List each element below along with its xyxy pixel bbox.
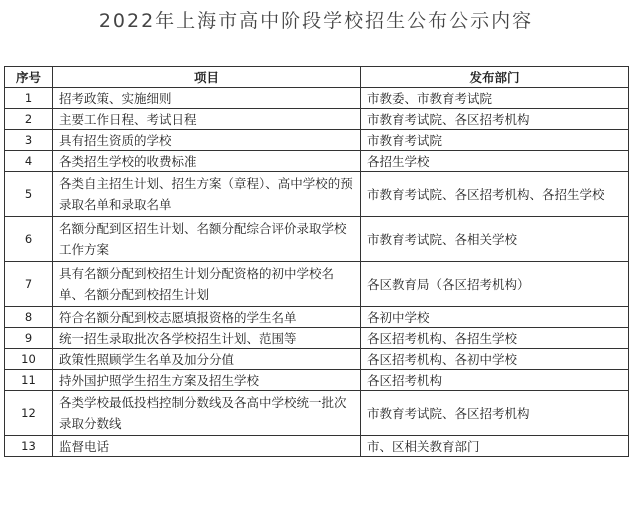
row-item: 主要工作日程、考试日程 [53, 109, 361, 130]
table-row [5, 109, 629, 130]
row-number: 1 [5, 88, 53, 109]
row-number: 10 [5, 349, 53, 370]
row-dept: 市教育考试院、各区招考机构、各招生学校 [361, 172, 629, 217]
table-row [5, 262, 629, 307]
row-number: 13 [5, 436, 53, 457]
table-row [5, 436, 629, 457]
row-number: 5 [5, 172, 53, 217]
row-item: 统一招生录取批次各学校招生计划、范围等 [53, 328, 361, 349]
table-row [5, 88, 629, 109]
row-dept: 各区招考机构、各初中学校 [361, 349, 629, 370]
row-dept: 各招生学校 [361, 151, 629, 172]
table-row [5, 370, 629, 391]
row-item: 持外国护照学生招生方案及招生学校 [53, 370, 361, 391]
row-dept: 各初中学校 [361, 307, 629, 328]
row-number: 11 [5, 370, 53, 391]
row-dept: 各区招考机构、各招生学校 [361, 328, 629, 349]
table-header-row [5, 67, 629, 88]
row-item: 各类自主招生计划、招生方案（章程）、高中学校的预录取名单和录取名单 [53, 172, 361, 217]
row-number: 4 [5, 151, 53, 172]
header-dept: 发布部门 [361, 67, 629, 88]
row-item: 招考政策、实施细则 [53, 88, 361, 109]
row-dept: 各区教育局（各区招考机构） [361, 262, 629, 307]
table-row [5, 391, 629, 436]
row-dept: 市教委、市教育考试院 [361, 88, 629, 109]
row-dept: 市教育考试院、各区招考机构 [361, 109, 629, 130]
table-row [5, 151, 629, 172]
row-item: 监督电话 [53, 436, 361, 457]
table-row [5, 349, 629, 370]
row-dept: 市教育考试院 [361, 130, 629, 151]
page-title: 2022年上海市高中阶段学校招生公布公示内容 [98, 10, 534, 32]
row-number: 8 [5, 307, 53, 328]
row-dept: 市教育考试院、各区招考机构 [361, 391, 629, 436]
row-number: 6 [5, 217, 53, 262]
row-item: 具有招生资质的学校 [53, 130, 361, 151]
row-number: 12 [5, 391, 53, 436]
row-item: 具有名额分配到校招生计划分配资格的初中学校名单、名额分配到校招生计划 [53, 262, 361, 307]
row-number: 9 [5, 328, 53, 349]
row-number: 3 [5, 130, 53, 151]
row-item: 各类招生学校的收费标准 [53, 151, 361, 172]
header-no: 序号 [5, 67, 53, 88]
row-item: 各类学校最低投档控制分数线及各高中学校统一批次录取分数线 [53, 391, 361, 436]
row-dept: 各区招考机构 [361, 370, 629, 391]
table-row [5, 328, 629, 349]
row-item: 政策性照顾学生名单及加分分值 [53, 349, 361, 370]
row-number: 2 [5, 109, 53, 130]
notice-table [4, 66, 629, 457]
row-item: 符合名额分配到校志愿填报资格的学生名单 [53, 307, 361, 328]
table-row [5, 172, 629, 217]
row-dept: 市、区相关教育部门 [361, 436, 629, 457]
row-number: 7 [5, 262, 53, 307]
table-row [5, 307, 629, 328]
row-item: 名额分配到区招生计划、名额分配综合评价录取学校工作方案 [53, 217, 361, 262]
table-row [5, 130, 629, 151]
table-row [5, 217, 629, 262]
header-item: 项目 [53, 67, 361, 88]
row-dept: 市教育考试院、各相关学校 [361, 217, 629, 262]
